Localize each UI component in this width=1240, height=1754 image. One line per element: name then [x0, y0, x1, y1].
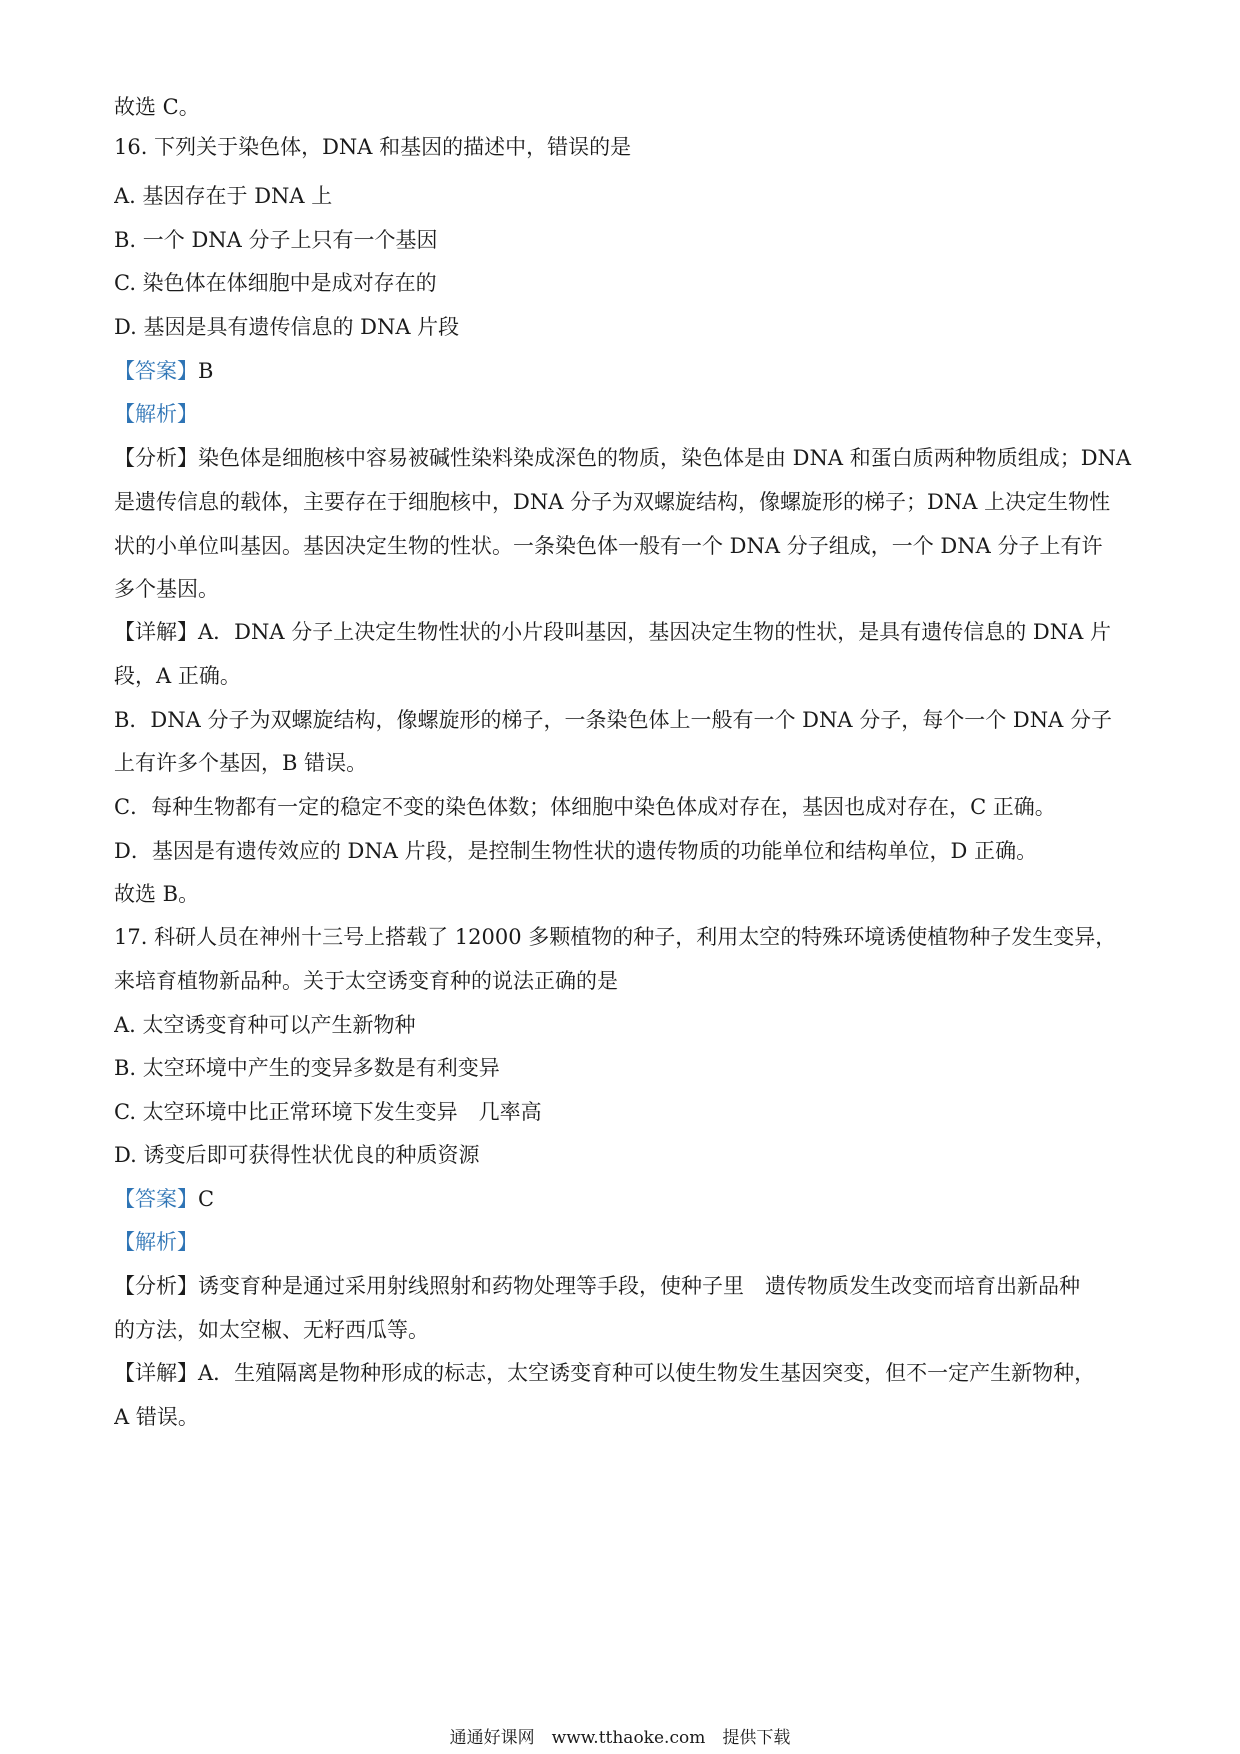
text-line: 【分析】诱变育种是通过采用射线照射和药物处理等手段，使种子里 遗传物质发生改变而培育出新品种 [114, 1274, 1080, 1298]
text-line: D．基因是有遗传效应的 DNA 片段，是控制生物性状的遗传物质的功能单位和结构单位，D 正确。 [114, 839, 1038, 863]
text-line: 【分析】染色体是细胞核中容易被碱性染料染成深色的物质，染色体是由 DNA 和蛋白质两种物质组成；DNA [114, 446, 1132, 470]
text-line: 段，A 正确。 [114, 664, 241, 688]
option-b: B. 太空环境中产生的变异多数是有利变异 [114, 1056, 500, 1080]
text-line: 故选 C。 [114, 95, 200, 119]
answer-line [114, 1184, 1134, 1214]
text-line: C．每种生物都有一定的稳定不变的染色体数；体细胞中染色体成对存在，基因也成对存在，C 正确。 [114, 795, 1056, 819]
text-line: 上有许多个基因，B 错误。 [114, 751, 368, 775]
question-text: 16. 下列关于染色体，DNA 和基因的描述中， [114, 135, 548, 159]
answer-value: B [198, 359, 214, 383]
text-line: 多个基因。 [114, 577, 219, 601]
option-c: C. 太空环境中比正常环境下发生变异 几率高 [114, 1100, 542, 1124]
text-line: 【详解】A．DNA 分子上决定生物性状的小片段叫基因，基因决定生物的性状，是具有遗传信息的 DNA 片 [114, 620, 1111, 644]
option-c: C. 染色体在体细胞中是成对存在的 [114, 271, 437, 295]
question-16 [114, 132, 1134, 162]
answer-tag: 【答案】 [114, 359, 198, 383]
text-line: 状的小单位叫基因。基因决定生物的性状。一条染色体一般有一个 DNA 分子组成，一个 DNA 分子上有许 [114, 534, 1103, 558]
answer-line [114, 356, 1134, 386]
answer-value: C [198, 1187, 215, 1211]
question-17: 17. 科研人员在神州十三号上搭载了 12000 多颗植物的种子，利用太空的特殊环境诱使植物种子发生变异， [114, 925, 1117, 949]
analysis-tag: 【解析】 [114, 402, 198, 426]
answer-tag: 【答案】 [114, 1187, 198, 1211]
page-footer: 通通好课网 www.tthaoke.com 提供下载 [449, 1728, 791, 1748]
text-line: 来培育植物新品种。关于太空诱变育种的说法正确的是 [114, 969, 618, 993]
text-line: A 错误。 [114, 1405, 199, 1429]
question-text: 的是 [589, 135, 632, 159]
option-d: D. 基因是具有遗传信息的 DNA 片段 [114, 315, 460, 339]
analysis-heading [114, 1227, 1134, 1257]
text-line: 的方法，如太空椒、无籽西瓜等。 [114, 1318, 429, 1342]
option-a: A. 基因存在于 DNA 上 [114, 184, 333, 208]
analysis-heading [114, 399, 1134, 429]
text-line: 是遗传信息的载体，主要存在于细胞核中，DNA 分子为双螺旋结构，像螺旋形的梯子；DNA 上决定生物性 [114, 490, 1111, 514]
text-line: B．DNA 分子为双螺旋结构，像螺旋形的梯子，一条染色体上一般有一个 DNA 分子，每个一个 DNA 分子 [114, 708, 1112, 732]
option-b: B. 一个 DNA 分子上只有一个基因 [114, 228, 438, 252]
emphasis-char: 误 [568, 132, 589, 162]
option-d: D. 诱变后即可获得性状优良的种质资源 [114, 1143, 480, 1167]
emphasis-char: 错 [547, 132, 568, 162]
option-a: A. 太空诱变育种可以产生新物种 [114, 1013, 416, 1037]
text-line: 【详解】A．生殖隔离是物种形成的标志，太空诱变育种可以使生物发生基因突变，但不一定产生新物种， [114, 1361, 1096, 1385]
text-line: 故选 B。 [114, 882, 200, 906]
analysis-tag: 【解析】 [114, 1230, 198, 1254]
